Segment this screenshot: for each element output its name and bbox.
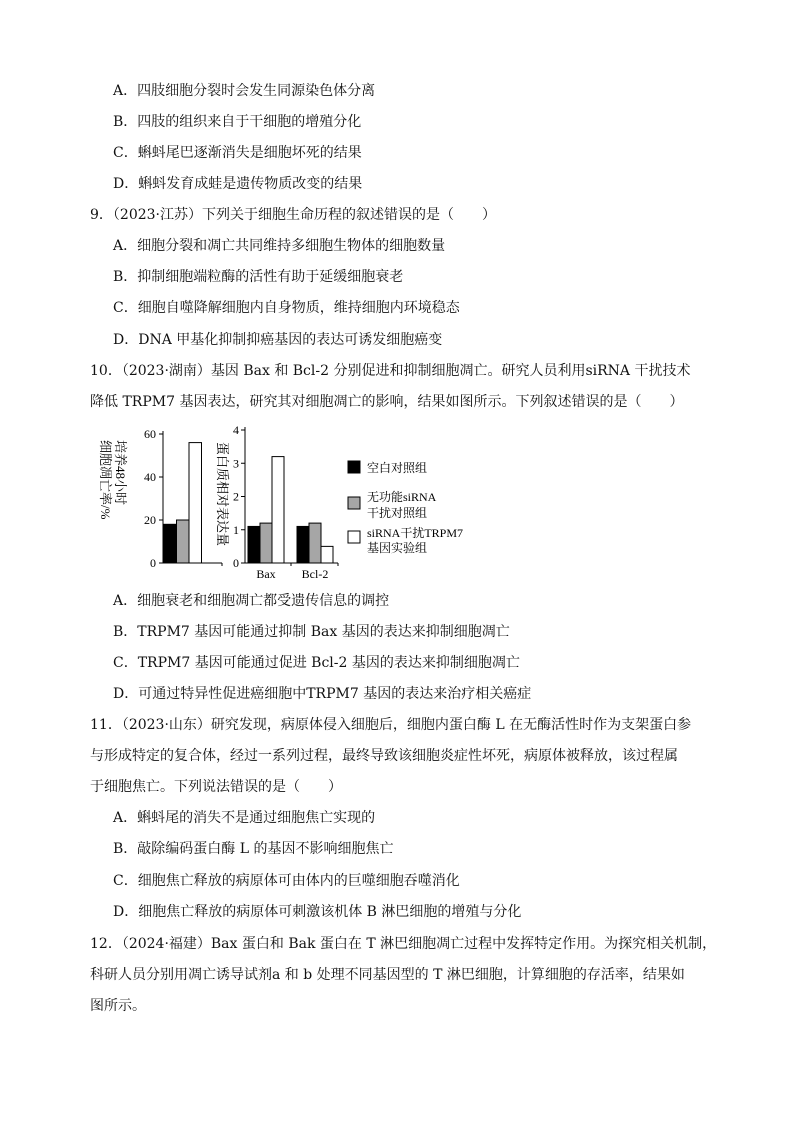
- q11-option-d: D．细胞焦亡释放的病原体可刺激该机体 B 淋巴细胞的增殖与分化: [113, 904, 522, 920]
- chart-panel-apoptosis-rate: [98, 427, 222, 570]
- legend-label: 无功能siRNA: [367, 490, 437, 504]
- y-tick-label: 60: [144, 427, 156, 441]
- q9-option-a: A．细胞分裂和凋亡共同维持多细胞生物体的细胞数量: [113, 238, 446, 254]
- q11-stem-line-1: 11．（2023·山东）研究发现，病原体侵入细胞后，细胞内蛋白酶 L 在无酶活性时作为支架蛋白参: [90, 717, 692, 733]
- q10-stem-line-1: 10．（2023·湖南）基因 Bax 和 Bcl-2 分别促进和抑制细胞凋亡。研究人员利用siRNA 干扰技术: [90, 363, 691, 379]
- bar-sirna-trpm7-knockdown: [189, 443, 202, 563]
- q12-stem-line-1: 12．（2024·福建）Bax 蛋白和 Bak 蛋白在 T 淋巴细胞凋亡过程中发挥特定作用。为探究相关机制，: [90, 936, 717, 952]
- bar-nonfunctional-sirna-control: [177, 520, 190, 563]
- legend-swatch-nonfunctional-sirna: [348, 497, 360, 509]
- legend-label: 基因实验组: [367, 541, 428, 555]
- q10-option-a: A．细胞衰老和细胞凋亡都受遗传信息的调控: [113, 593, 390, 609]
- bar-blank-control: [164, 524, 177, 563]
- q9-option-b: B．抑制细胞端粒酶的活性有助于延缓细胞衰老: [113, 269, 404, 285]
- y-tick-label: 0: [233, 556, 239, 570]
- q8-option-d: D．蝌蚪发育成蛙是遗传物质改变的结果: [113, 176, 363, 192]
- y-axis-label-line-1: 培养48小时: [113, 440, 128, 506]
- q8-option-b: B．四肢的组织来自于干细胞的增殖分化: [113, 114, 362, 130]
- y-axis-label-line-2: 细胞凋亡率/%: [98, 440, 113, 520]
- bar-sirna-trpm7-knockdown-bcl-2: [321, 546, 333, 563]
- bar-nonfunctional-sirna-control-bax: [260, 523, 272, 563]
- q10-option-d: D．可通过特异性促进癌细胞中TRPM7 基因的表达来治疗相关癌症: [113, 686, 532, 702]
- q9-stem-line-1: 9．（2023·江苏）下列关于细胞生命历程的叙述错误的是（ ）: [90, 207, 496, 223]
- y-tick-label: 0: [150, 556, 156, 570]
- bar-nonfunctional-sirna-control-bcl-2: [309, 523, 321, 563]
- bar-blank-control-bcl-2: [297, 526, 309, 563]
- q8-option-a: A．四肢细胞分裂时会发生同源染色体分离: [113, 83, 376, 99]
- q11-option-a: A．蝌蚪尾的消失不是通过细胞焦亡实现的: [113, 810, 376, 826]
- chart-panel-protein-expression: [215, 423, 338, 581]
- q10-stem-line-2: 降低 TRPM7 基因表达，研究其对细胞凋亡的影响，结果如图所示。下列叙述错误的是（ ）: [90, 394, 684, 410]
- q11-option-b: B．敲除编码蛋白酶 L 的基因不影响细胞焦亡: [113, 841, 394, 857]
- q8-option-c: C．蝌蚪尾巴逐渐消失是细胞坏死的结果: [113, 145, 362, 161]
- bar-sirna-trpm7-knockdown-bax: [272, 457, 284, 563]
- q10-bar-chart-figure: [95, 420, 515, 585]
- q10-option-b: B．TRPM7 基因可能通过抑制 Bax 基因的表达来抑制细胞凋亡: [113, 624, 510, 640]
- y-tick-label: 20: [144, 513, 156, 527]
- legend-label: 干扰对照组: [367, 506, 428, 520]
- legend-swatch-blank-control: [348, 461, 360, 473]
- x-category-label: Bax: [256, 567, 276, 581]
- y-tick-label: 4: [233, 423, 239, 437]
- q12-stem-line-2: 科研人员分别用凋亡诱导试剂a 和 b 处理不同基因型的 T 淋巴细胞，计算细胞的存活率，结果如: [90, 967, 685, 983]
- y-axis-label: 蛋白质相对表达量: [215, 442, 230, 547]
- q9-option-d: D．DNA 甲基化抑制抑癌基因的表达可诱发细胞癌变: [113, 332, 443, 348]
- chart-legend: [348, 460, 463, 555]
- y-tick-label: 3: [233, 456, 239, 471]
- q9-option-c: C．细胞自噬降解细胞内自身物质，维持细胞内环境稳态: [113, 300, 460, 316]
- y-tick-label: 40: [144, 470, 156, 484]
- y-tick-label: 2: [233, 489, 239, 504]
- y-tick-label: 1: [233, 522, 239, 537]
- legend-label: siRNA干扰TRPM7: [367, 526, 464, 540]
- q12-stem-line-3: 图所示。: [90, 998, 146, 1014]
- q11-stem-line-2: 与形成特定的复合体，经过一系列过程，最终导致该细胞炎症性坏死，病原体被释放，该过程属: [90, 748, 678, 764]
- q11-stem-line-3: 于细胞焦亡。下列说法错误的是（ ）: [90, 779, 342, 795]
- bar-blank-control-bax: [248, 526, 260, 563]
- q11-option-c: C．细胞焦亡释放的病原体可由体内的巨噬细胞吞噬消化: [113, 873, 460, 889]
- legend-swatch-sirna-trpm7: [348, 531, 360, 543]
- legend-label: 空白对照组: [367, 461, 428, 475]
- x-category-label: Bcl-2: [301, 567, 329, 581]
- q10-option-c: C．TRPM7 基因可能通过促进 Bcl-2 基因的表达来抑制细胞凋亡: [113, 655, 520, 671]
